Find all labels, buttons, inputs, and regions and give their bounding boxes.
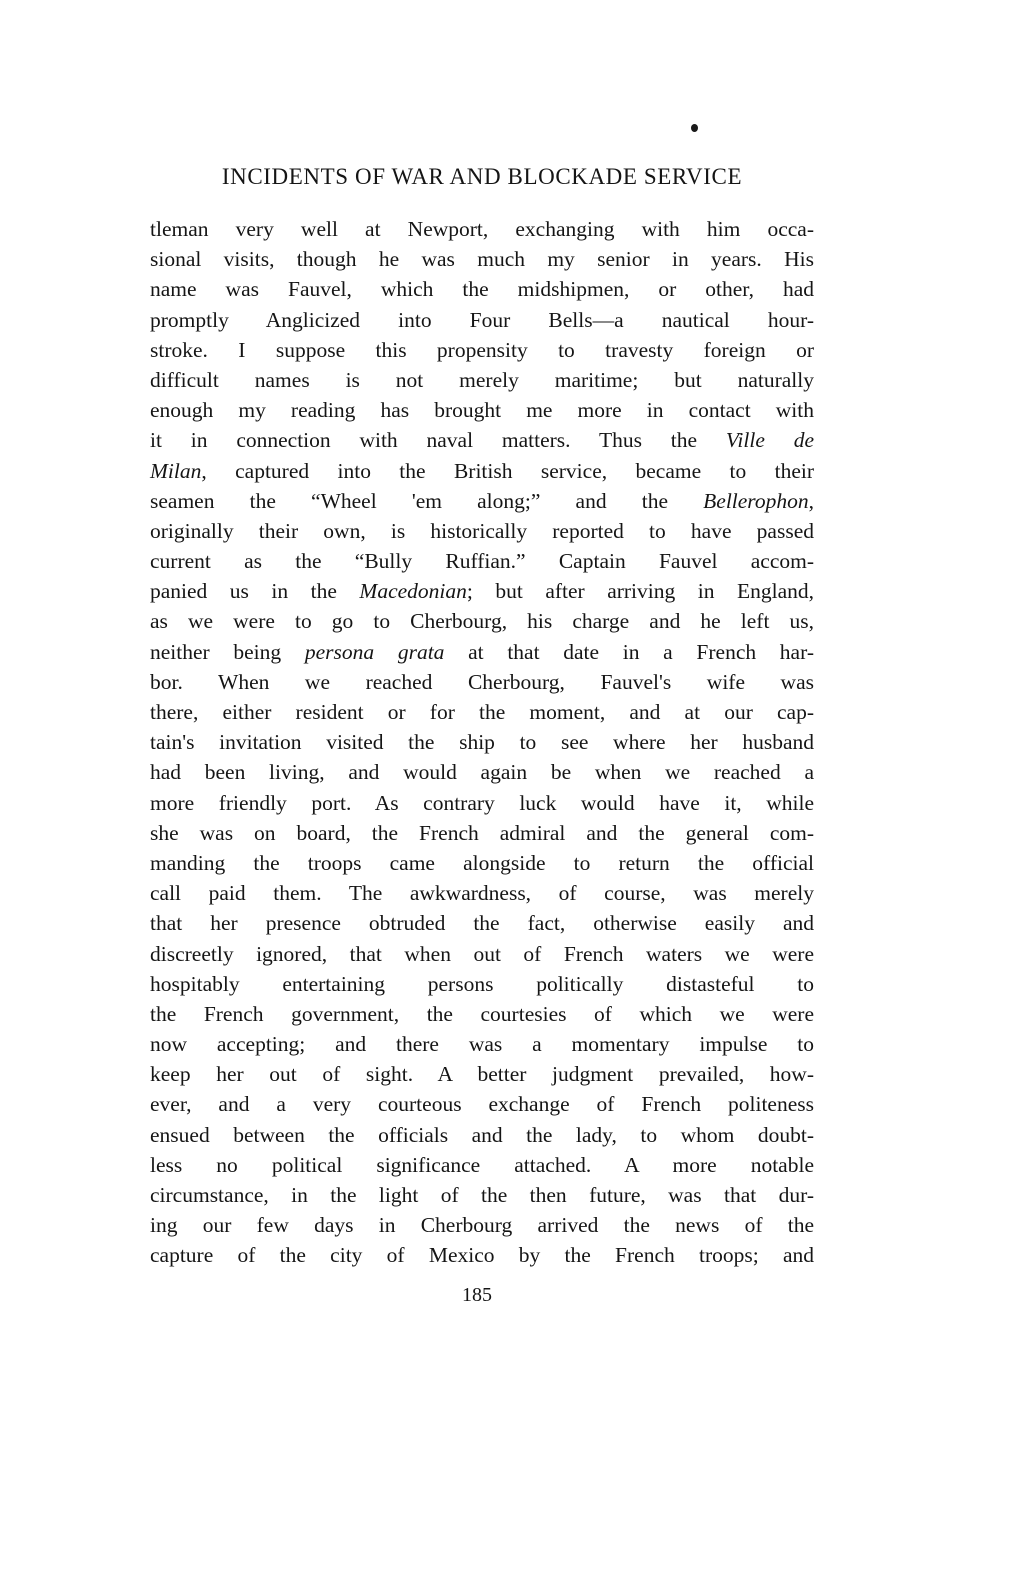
text-line: the French government, the courtesies of which we were bbox=[150, 1001, 814, 1026]
text-line: sional visits, though he was much my senior in years. His bbox=[150, 247, 814, 272]
page-number: 185 bbox=[462, 1284, 492, 1306]
text-line: tain's invitation visited the ship to see where her husband bbox=[150, 730, 814, 755]
text-line: enough my reading has brought me more in contact with bbox=[150, 398, 814, 423]
text-line: originally their own, is historically reported to have passed bbox=[150, 518, 814, 543]
text-line: more friendly port. As contrary luck would have it, while bbox=[150, 790, 814, 815]
text-line: manding the troops came alongside to return the official bbox=[150, 850, 814, 875]
text-line: current as the “Bully Ruffian.” Captain Fauvel accom- bbox=[150, 549, 814, 574]
text-line: bor. When we reached Cherbourg, Fauvel's wife was bbox=[150, 669, 814, 694]
text-line: difficult names is not merely maritime; but naturally bbox=[150, 367, 814, 392]
text-line: promptly Anglicized into Four Bells—a nautical hour- bbox=[150, 307, 814, 332]
running-head: INCIDENTS OF WAR AND BLOCKADE SERVICE bbox=[221, 164, 743, 189]
page-mark-dot bbox=[691, 124, 698, 132]
text-line: Milan, captured into the British service, became to their bbox=[150, 458, 814, 483]
text-line: discreetly ignored, that when out of French waters we were bbox=[150, 941, 814, 966]
text-line: had been living, and would again be when we reached a bbox=[150, 760, 814, 785]
body-text bbox=[150, 214, 814, 1271]
text-line: keep her out of sight. A better judgment prevailed, how- bbox=[150, 1062, 814, 1087]
text-line: neither being persona grata at that date in a French har- bbox=[150, 639, 814, 664]
text-line: ever, and a very courteous exchange of French politeness bbox=[150, 1092, 814, 1117]
text-line: stroke. I suppose this propensity to travesty foreign or bbox=[150, 337, 814, 362]
text-line: name was Fauvel, which the midshipmen, or other, had bbox=[150, 277, 814, 302]
text-line: circumstance, in the light of the then future, was that dur- bbox=[150, 1183, 814, 1207]
text-line: ensued between the officials and the lady, to whom doubt- bbox=[150, 1122, 814, 1147]
text-line: she was on board, the French admiral and the general com- bbox=[150, 820, 814, 845]
text-line: it in connection with naval matters. Thus the Ville de bbox=[150, 428, 815, 453]
text-line: as we were to go to Cherbourg, his charge and he left us, bbox=[150, 609, 814, 634]
text-line: panied us in the Macedonian; but after arriving in England, bbox=[150, 579, 814, 604]
text-line: capture of the city of Mexico by the French troops; and bbox=[150, 1243, 814, 1268]
text-line: ing our few days in Cherbourg arrived the news of the bbox=[150, 1213, 814, 1238]
text-line: seamen the “Wheel 'em along;” and the Bellerophon, bbox=[150, 488, 814, 513]
text-line: call paid them. The awkwardness, of course, was merely bbox=[150, 881, 814, 906]
text-line: now accepting; and there was a momentary impulse to bbox=[150, 1032, 814, 1057]
text-line: there, either resident or for the moment, and at our cap- bbox=[150, 700, 814, 724]
text-line: tleman very well at Newport, exchanging with him occa- bbox=[150, 217, 814, 241]
text-line: that her presence obtruded the fact, otherwise easily and bbox=[150, 911, 814, 936]
text-line: less no political significance attached. A more notable bbox=[150, 1152, 814, 1177]
text-line: hospitably entertaining persons politically distasteful to bbox=[150, 971, 814, 996]
